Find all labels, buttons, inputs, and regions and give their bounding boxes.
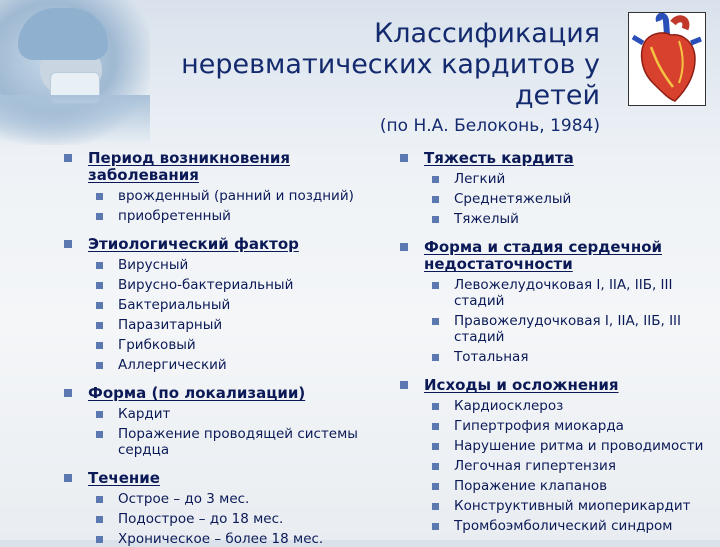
title-line-2: неревматических кардитов у (181, 49, 600, 80)
bullet-icon (432, 503, 439, 510)
list-item: Тромбоэмболический синдром (454, 518, 673, 534)
list-item: Поражение проводящей системы сердца (118, 426, 358, 458)
list-item: Вирусно-бактериальный (118, 277, 294, 293)
list-item: Подострое – до 18 мес. (118, 511, 284, 527)
heart-icon (629, 13, 705, 105)
section-course (62, 470, 372, 547)
bullet-icon (96, 431, 103, 438)
list-item: Тотальная (454, 349, 529, 365)
list-item: врожденный (ранний и поздний) (118, 188, 354, 204)
bullet-icon (96, 193, 103, 200)
bullet-icon (96, 302, 103, 309)
bullet-icon (432, 483, 439, 490)
bullet-icon (432, 282, 439, 289)
bullet-icon (400, 243, 408, 251)
bullet-icon (96, 516, 103, 523)
list-item: Среднетяжелый (454, 191, 572, 207)
bullet-icon (64, 474, 72, 482)
bullet-icon (400, 381, 408, 389)
bullet-icon (96, 342, 103, 349)
section-heading: Этиологический фактор (88, 235, 299, 253)
bullet-icon (96, 282, 103, 289)
heart-image (628, 12, 706, 106)
bullet-icon (432, 216, 439, 223)
list-item: Правожелудочковая I, IIA, IIБ, III стадий (454, 313, 682, 345)
bullet-icon (64, 389, 72, 397)
section-heart-failure (398, 239, 708, 365)
bullet-icon (96, 322, 103, 329)
page-title (130, 18, 600, 111)
surgical-cap (18, 8, 108, 60)
section-heading: Тяжесть кардита (424, 149, 574, 167)
bullet-icon (432, 176, 439, 183)
bullet-icon (64, 240, 72, 248)
section-heading: Исходы и осложнения (424, 376, 619, 394)
list-item: Кардиосклероз (454, 398, 564, 414)
list-item: Нарушение ритма и проводимости (454, 438, 704, 454)
section-outcomes (398, 377, 708, 534)
list-item: Легочная гипертензия (454, 458, 616, 474)
bullet-icon (400, 154, 408, 162)
bullet-icon (96, 411, 103, 418)
section-onset (62, 150, 372, 224)
list-item: Острое – до 3 мес. (118, 491, 250, 507)
list-item: Тяжелый (454, 211, 519, 227)
list-item: Бактериальный (118, 297, 231, 313)
list-item: Вирусный (118, 257, 189, 273)
list-item: приобретенный (118, 208, 231, 224)
section-form (62, 385, 372, 458)
bullet-icon (96, 496, 103, 503)
bullet-icon (432, 318, 439, 325)
list-item: Кардит (118, 406, 171, 422)
title-line-1: Классификация (374, 18, 600, 49)
bullet-icon (96, 362, 103, 369)
section-heading: Форма и стадия сердечной недостаточности (424, 238, 663, 273)
list-item: Хроническое – более 18 мес. (118, 531, 324, 547)
section-heading: Период возникновения заболевания (88, 149, 291, 184)
doctor-photo (0, 0, 150, 145)
section-heading: Форма (по локализации) (88, 384, 306, 402)
list-item: Грибковый (118, 337, 196, 353)
list-item: Паразитарный (118, 317, 223, 333)
list-item: Легкий (454, 171, 506, 187)
bullet-icon (432, 354, 439, 361)
left-column (62, 142, 372, 547)
bullet-icon (64, 154, 72, 162)
section-etiology (62, 236, 372, 373)
list-item: Аллергический (118, 357, 227, 373)
bullet-icon (432, 423, 439, 430)
list-item: Гипертрофия миокарда (454, 418, 624, 434)
bullet-icon (432, 403, 439, 410)
list-item: Левожелудочковая I, IIA, IIБ, III стадий (454, 277, 673, 309)
bullet-icon (432, 196, 439, 203)
bullet-icon (432, 443, 439, 450)
list-item: Конструктивный миоперикардит (454, 498, 691, 514)
page-subtitle: (по Н.А. Белоконь, 1984) (379, 116, 600, 136)
bullet-icon (96, 213, 103, 220)
title-line-3: детей (514, 80, 600, 111)
section-severity (398, 150, 708, 227)
bullet-icon (432, 523, 439, 530)
section-heading: Течение (88, 469, 160, 487)
surgical-gown (0, 95, 150, 145)
right-column (398, 142, 708, 534)
list-item: Поражение клапанов (454, 478, 608, 494)
bullet-icon (96, 262, 103, 269)
bullet-icon (432, 463, 439, 470)
